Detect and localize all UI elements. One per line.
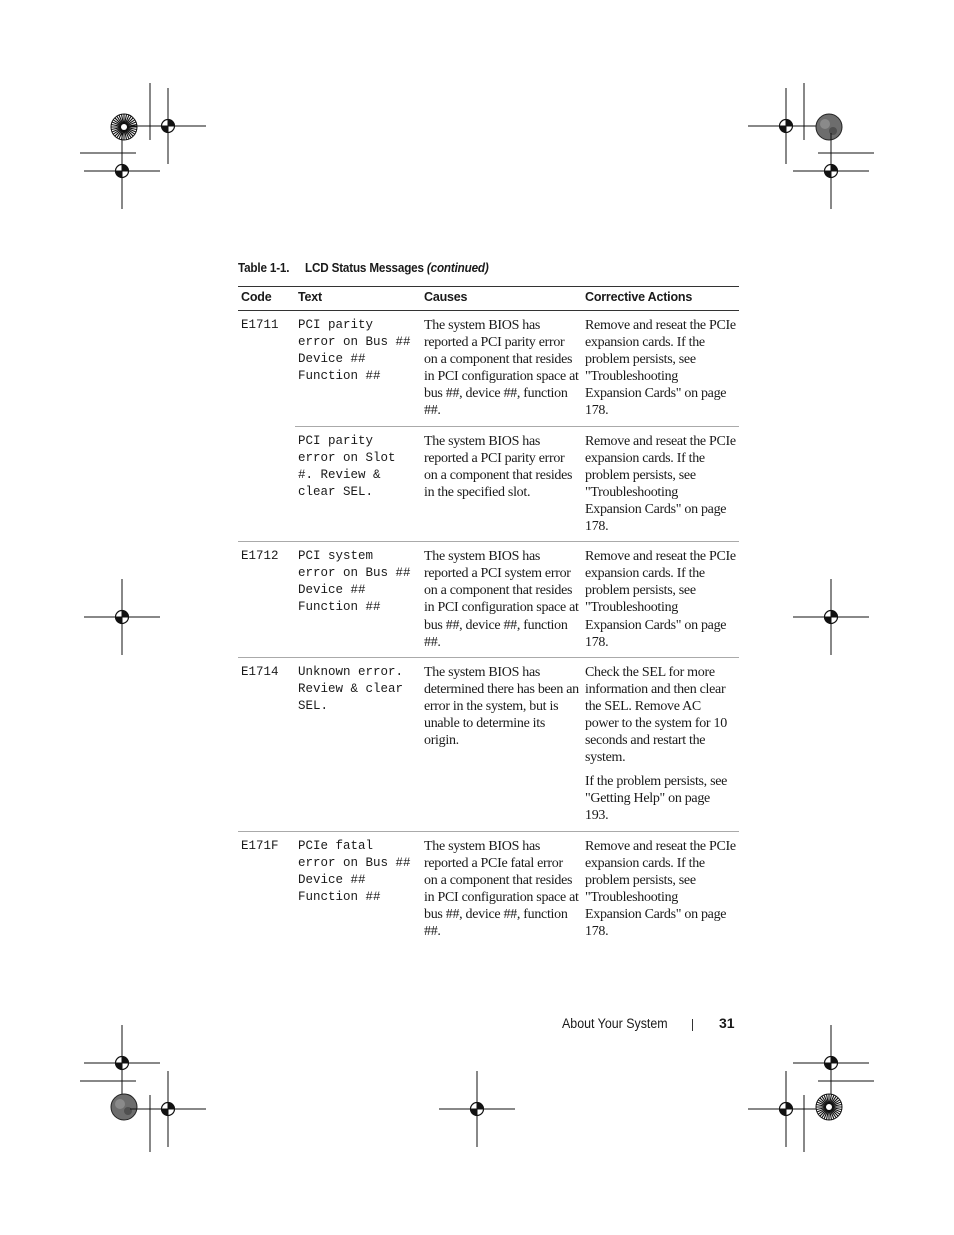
code-cell: E1712	[238, 542, 295, 658]
actions-cell	[582, 657, 739, 831]
column-header-text: Text	[295, 287, 421, 311]
text-cell: PCI parity error on Bus ## Device ## Function ##	[295, 311, 421, 427]
table-header-row	[238, 287, 739, 311]
causes-cell: The system BIOS has reported a PCIe fatal error on a component that resides in PCI configuration space at bus ##, device ##, function ##.	[424, 838, 579, 939]
table-number: Table 1-1.	[238, 260, 290, 275]
page-number: 31	[719, 1015, 735, 1031]
text-cell: PCI parity error on Slot #. Review & clear SEL.	[295, 426, 421, 542]
footer-divider	[692, 1019, 693, 1031]
actions-cell: Remove and reseat the PCIe expansion cards. If the problem persists, see "Troubleshooting Expansion Cards" on page 178.	[582, 426, 739, 542]
table-continued-note: (continued)	[426, 260, 489, 275]
actions-cell: Remove and reseat the PCIe expansion cards. If the problem persists, see "Troubleshooting Expansion Cards" on page 178.	[585, 838, 736, 939]
table-title: LCD Status Messages	[304, 260, 424, 275]
text-cell: PCI system error on Bus ## Device ## Function ##	[295, 542, 421, 658]
code-cell: E1711	[238, 311, 295, 542]
footer-section-title: About Your System	[562, 1016, 668, 1031]
causes-cell: The system BIOS has reported a PCI parity error on a component that resides in the specified slot.	[421, 426, 582, 542]
actions-paragraph: Check the SEL for more information and then clear the SEL. Remove AC power to the system for 10 seconds and restart the system.	[585, 664, 727, 766]
code-cell: E1714	[238, 657, 295, 831]
actions-paragraph: If the problem persists, see "Getting Help" on page 193.	[585, 774, 728, 824]
causes-cell: The system BIOS has determined there has been an error in the system, but is unable to determine its origin.	[421, 657, 582, 831]
text-cell: Unknown error. Review & clear SEL.	[295, 657, 421, 831]
causes-cell: The system BIOS has reported a PCI parity error on a component that resides in PCI configuration space at bus ##, device ##, function ##.	[421, 311, 582, 427]
column-header-actions: Corrective Actions	[582, 287, 739, 311]
code-cell: E171F	[241, 838, 279, 853]
table-row	[238, 426, 739, 542]
table-row	[238, 542, 739, 658]
table-row	[238, 311, 739, 427]
table-row	[238, 657, 739, 831]
text-cell: PCIe fatal error on Bus ## Device ## Function ##	[298, 838, 411, 904]
column-header-code: Code	[238, 287, 295, 311]
actions-cell: Remove and reseat the PCIe expansion cards. If the problem persists, see "Troubleshooting Expansion Cards" on page 178.	[582, 311, 739, 427]
actions-cell: Remove and reseat the PCIe expansion cards. If the problem persists, see "Troubleshooting Expansion Cards" on page 178.	[582, 542, 739, 658]
lcd-status-table	[238, 286, 739, 946]
column-header-causes: Causes	[421, 287, 582, 311]
table-row	[238, 831, 739, 946]
table-caption	[238, 260, 489, 275]
causes-cell: The system BIOS has reported a PCI system error on a component that resides in PCI configuration space at bus ##, device ##, function ##.	[421, 542, 582, 658]
